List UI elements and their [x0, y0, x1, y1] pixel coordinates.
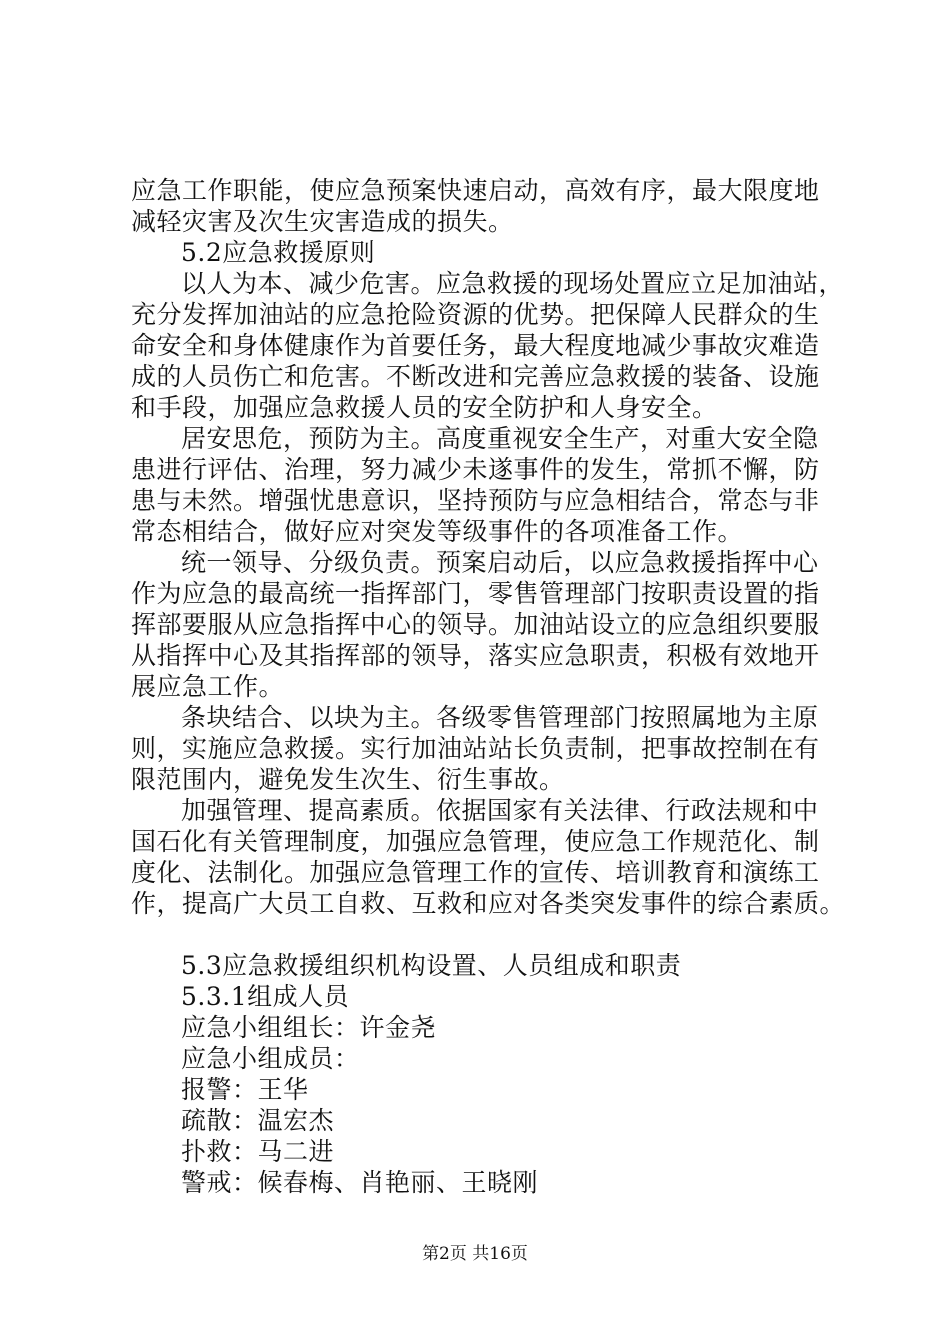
member-line: 疏散：温宏杰: [181, 1106, 335, 1135]
body-line: 患进行评估、治理，努力减少未遂事件的发生，常抓不懈，防: [131, 455, 820, 484]
paragraph-gap: [131, 919, 831, 950]
body-line: 居安思危，预防为主。高度重视安全生产，对重大安全隐: [181, 424, 819, 453]
body-line: 作为应急的最高统一指挥部门，零售管理部门按职责设置的指: [131, 579, 820, 608]
body-line: 常态相结合，做好应对突发等级事件的各项准备工作。: [131, 517, 744, 546]
section-heading: 5.3应急救援组织机构设置、人员组成和职责: [181, 951, 682, 980]
body-line: 命安全和身体健康作为首要任务，最大程度地减少事故灾难造: [131, 331, 820, 360]
body-line: 国石化有关管理制度，加强应急管理，使应急工作规范化、制: [131, 827, 820, 856]
body-line: 加强管理、提高素质。依据国家有关法律、行政法规和中: [181, 796, 819, 825]
body-line: 展应急工作。: [131, 672, 285, 701]
team-leader-line: 应急小组组长：许金尧: [181, 1013, 437, 1042]
body-line: 限范围内，避免发生次生、衍生事故。: [131, 765, 565, 794]
page-number-footer: 第2页 共16页: [422, 1244, 528, 1264]
section-heading: 5.2应急救援原则: [181, 238, 376, 267]
body-line: 度化、法制化。加强应急管理工作的宣传、培训教育和演练工: [131, 858, 820, 887]
body-line: 充分发挥加油站的应急抢险资源的优势。把保障人民群众的生: [131, 300, 820, 329]
member-line: 报警：王华: [181, 1075, 309, 1104]
body-line: 作，提高广大员工自救、互救和应对各类突发事件的综合素质。: [131, 889, 846, 918]
member-line: 扑救：马二进: [181, 1137, 335, 1166]
document-body: [131, 175, 846, 1198]
body-line: 和手段，加强应急救援人员的安全防护和人身安全。: [131, 393, 718, 422]
body-line: 挥部要服从应急指挥中心的领导。加油站设立的应急组织要服: [131, 610, 820, 639]
body-line: 条块结合、以块为主。各级零售管理部门按照属地为主原: [181, 703, 819, 732]
body-line: 成的人员伤亡和危害。不断改进和完善应急救援的装备、设施: [131, 362, 820, 391]
body-line: 患与未然。增强忧患意识，坚持预防与应急相结合，常态与非: [131, 486, 820, 515]
body-line: 应急工作职能，使应急预案快速启动，高效有序，最大限度地: [131, 176, 820, 205]
member-line: 警戒：候春梅、肖艳丽、王晓刚: [181, 1168, 539, 1197]
body-line: 以人为本、减少危害。应急救援的现场处置应立足加油站，: [181, 269, 845, 298]
body-line: 从指挥中心及其指挥部的领导，落实应急职责，积极有效地开: [131, 641, 820, 670]
subsection-heading: 5.3.1组成人员: [181, 982, 350, 1011]
body-line: 统一领导、分级负责。预案启动后，以应急救援指挥中心: [181, 548, 819, 577]
body-line: 则，实施应急救援。实行加油站站长负责制，把事故控制在有: [131, 734, 820, 763]
team-members-line: 应急小组成员：: [181, 1044, 360, 1073]
body-line: 减轻灾害及次生灾害造成的损失。: [131, 207, 514, 236]
